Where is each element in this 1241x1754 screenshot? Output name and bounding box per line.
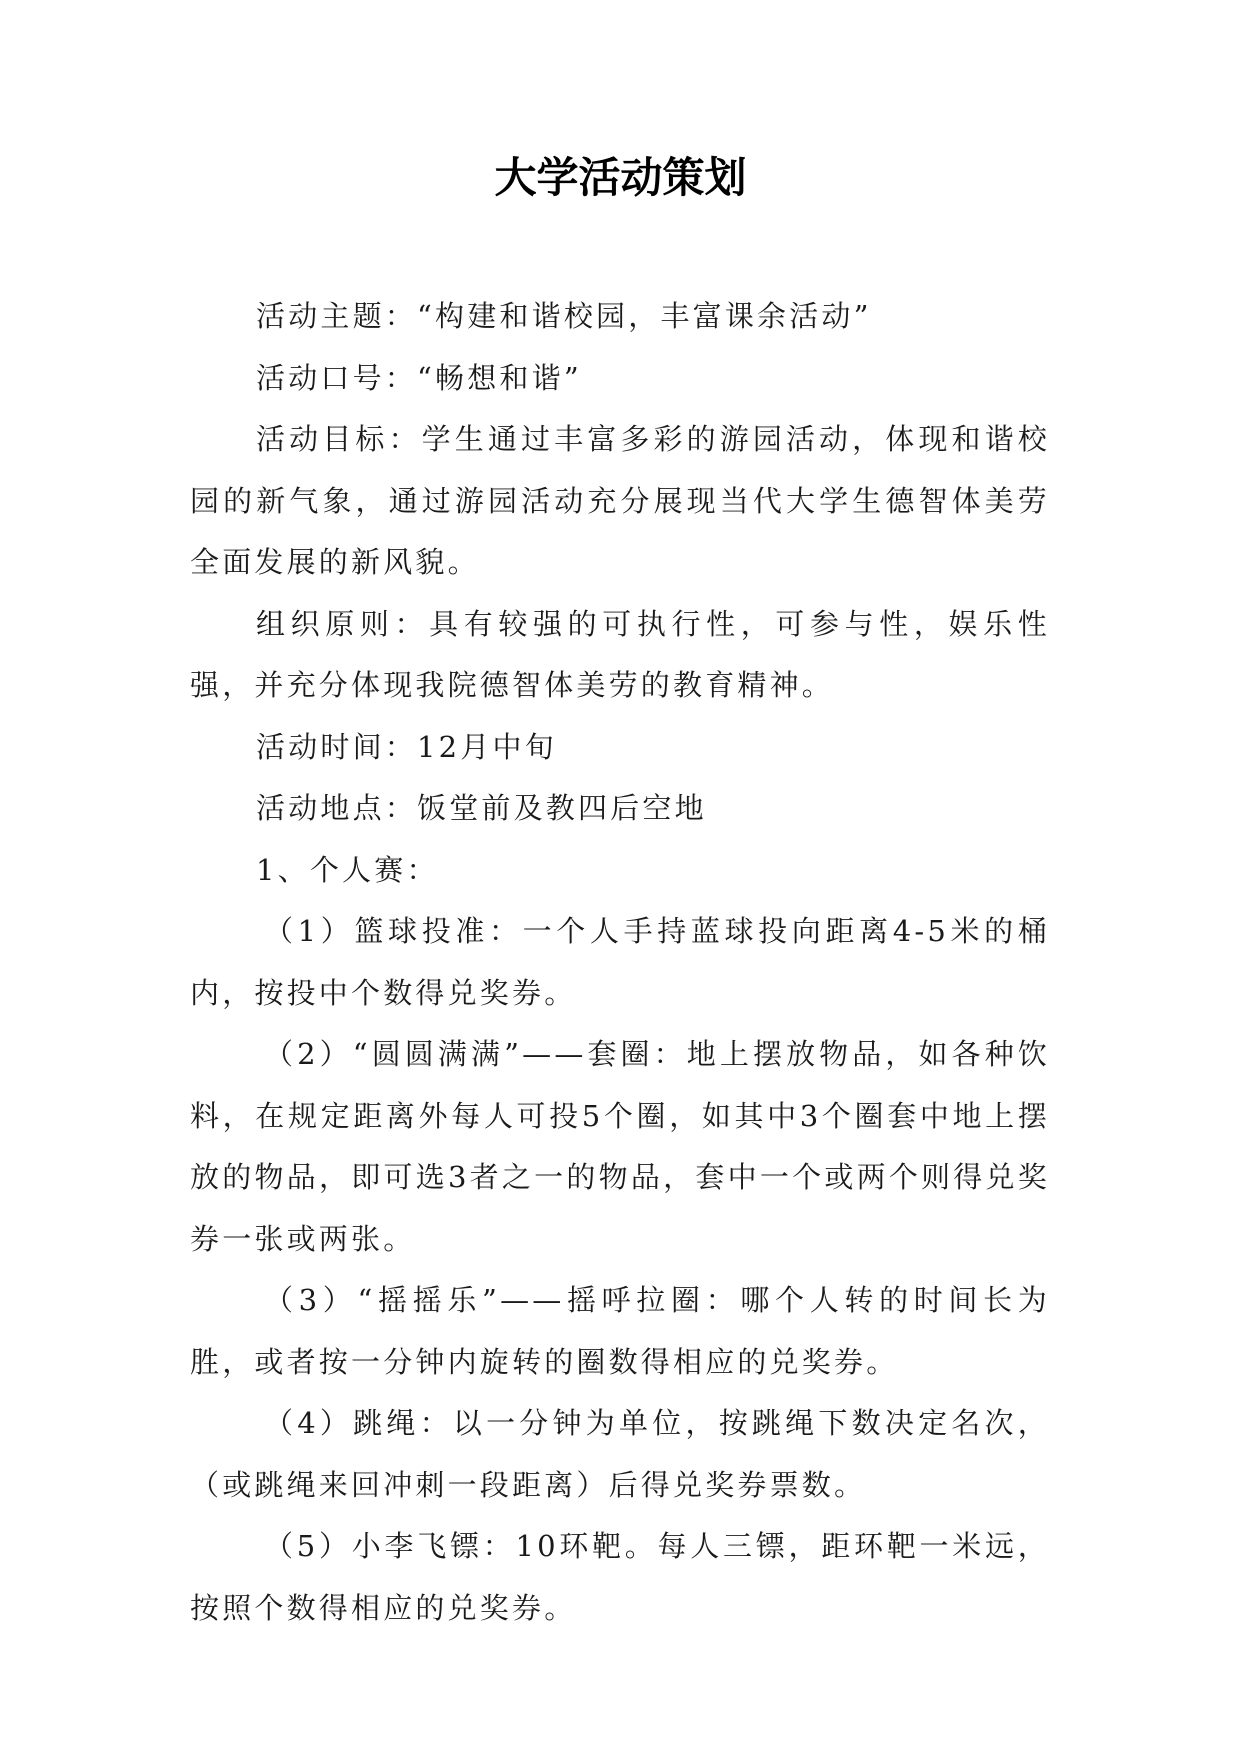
- document-body: [190, 286, 1050, 1639]
- paragraph-principle: 组织原则：具有较强的可执行性，可参与性，娱乐性强，并充分体现我院德智体美劳的教育精神。: [190, 606, 1050, 702]
- paragraph-slogan: 活动口号：“畅想和谐”: [256, 360, 582, 395]
- paragraph-location: 活动地点：饭堂前及教四后空地: [256, 791, 707, 825]
- list-item-basketball: （1）篮球投准：一个人手持蓝球投向距离4-5米的桶内，按投中个数得兑奖券。: [190, 914, 1050, 1010]
- document-title: 大学活动策划: [494, 153, 747, 202]
- paragraph-time: 活动时间：12月中旬: [256, 729, 557, 764]
- list-item-ring-toss: （2）“圆圆满满”——套圈：地上摆放物品，如各种饮料，在规定距离外每人可投5个圈，如其中3个圈套中地上摆放的物品，即可选3者之一的物品，套中一个或两个则得兑奖券一张或两张。: [190, 1037, 1050, 1256]
- list-item-jump-rope: （4）跳绳：以一分钟为单位，按跳绳下数决定名次，（或跳绳来回冲刺一段距离）后得兑奖券票数。: [190, 1406, 1050, 1502]
- list-item-darts: （5）小李飞镖：10环靶。每人三镖，距环靶一米远，按照个数得相应的兑奖券。: [190, 1529, 1050, 1625]
- section-heading-individual: 1、个人赛：: [256, 852, 439, 887]
- paragraph-theme: 活动主题：“构建和谐校园，丰富课余活动”: [256, 299, 872, 333]
- list-item-hula-hoop: （3）“摇摇乐”——摇呼拉圈：哪个人转的时间长为胜，或者按一分钟内旋转的圈数得相应的兑奖券。: [190, 1283, 1050, 1379]
- paragraph-goal: 活动目标：学生通过丰富多彩的游园活动，体现和谐校园的新气象，通过游园活动充分展现当代大学生德智体美劳全面发展的新风貌。: [190, 422, 1050, 579]
